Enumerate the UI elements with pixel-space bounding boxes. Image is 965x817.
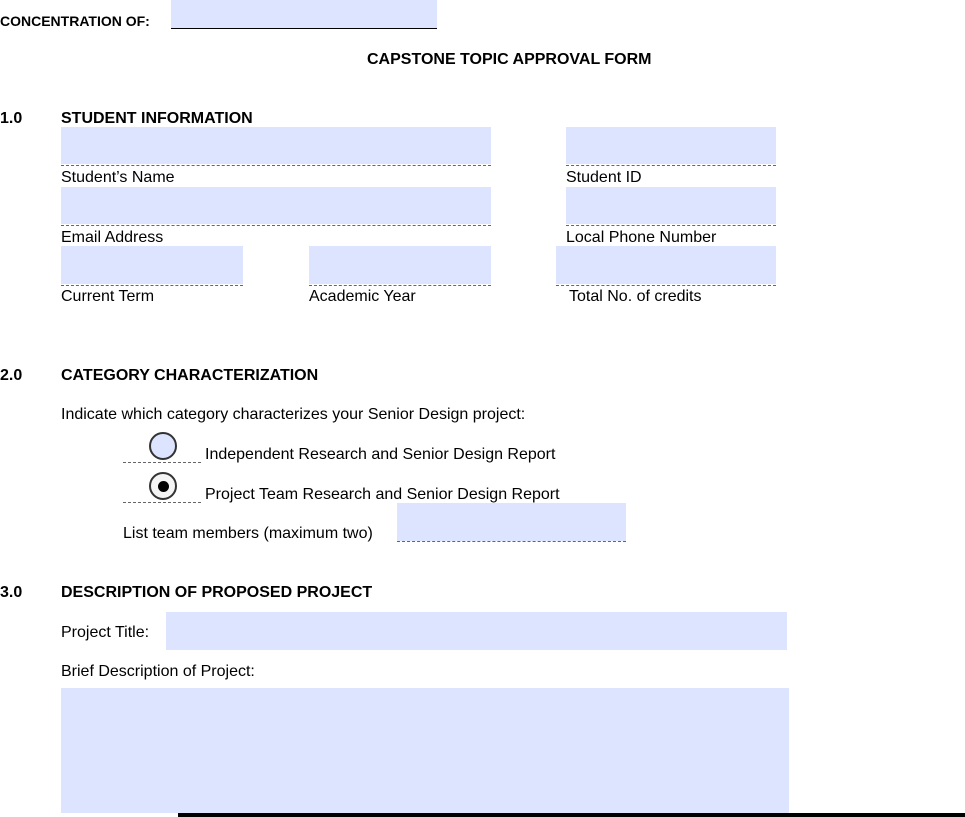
current-term-input[interactable] [61, 246, 243, 284]
project-title-label: Project Title: [61, 624, 150, 641]
option-2-radio[interactable] [149, 472, 177, 500]
email-underline [61, 225, 491, 226]
student-id-underline [566, 165, 776, 166]
phone-label: Local Phone Number [566, 229, 717, 246]
team-members-label: List team members (maximum two) [123, 525, 373, 542]
student-name-input[interactable] [61, 127, 491, 164]
team-members-underline [397, 541, 626, 542]
page-bottom-border [178, 813, 965, 817]
section-3-heading: DESCRIPTION OF PROPOSED PROJECT [61, 584, 373, 601]
student-id-label: Student ID [566, 169, 642, 186]
brief-description-label: Brief Description of Project: [61, 663, 255, 680]
section-1-heading: STUDENT INFORMATION [61, 110, 253, 127]
current-term-label: Current Term [61, 288, 155, 305]
category-prompt: Indicate which category characterizes your Senior Design project: [61, 406, 526, 423]
section-3-number: 3.0 [0, 584, 23, 601]
form-title: CAPSTONE TOPIC APPROVAL FORM [367, 51, 652, 68]
academic-year-label: Academic Year [309, 288, 416, 305]
concentration-underline [171, 28, 437, 29]
email-label: Email Address [61, 229, 164, 246]
option-1-radio[interactable] [149, 432, 177, 460]
team-members-input[interactable] [397, 503, 626, 541]
email-input[interactable] [61, 187, 491, 224]
student-name-label: Student’s Name [61, 169, 175, 186]
option-2-underline [123, 502, 201, 503]
academic-year-underline [309, 285, 491, 286]
project-title-input[interactable] [166, 612, 787, 650]
option-2-label: Project Team Research and Senior Design Report [205, 486, 560, 503]
section-2-heading: CATEGORY CHARACTERIZATION [61, 367, 319, 384]
option-1-label: Independent Research and Senior Design Report [205, 446, 556, 463]
brief-description-textarea[interactable] [61, 688, 789, 813]
current-term-underline [61, 285, 243, 286]
student-name-underline [61, 165, 491, 166]
concentration-input[interactable] [171, 0, 437, 28]
concentration-label: CONCENTRATION OF: [0, 13, 150, 29]
section-2-number: 2.0 [0, 367, 23, 384]
option-1-underline [123, 462, 201, 463]
academic-year-input[interactable] [309, 246, 491, 284]
phone-underline [566, 225, 776, 226]
total-credits-input[interactable] [556, 246, 776, 284]
radio-selected-dot [158, 481, 169, 492]
phone-input[interactable] [566, 187, 776, 224]
section-1-number: 1.0 [0, 110, 23, 127]
total-credits-underline [556, 285, 776, 286]
student-id-input[interactable] [566, 127, 776, 164]
total-credits-label: Total No. of credits [569, 288, 702, 305]
